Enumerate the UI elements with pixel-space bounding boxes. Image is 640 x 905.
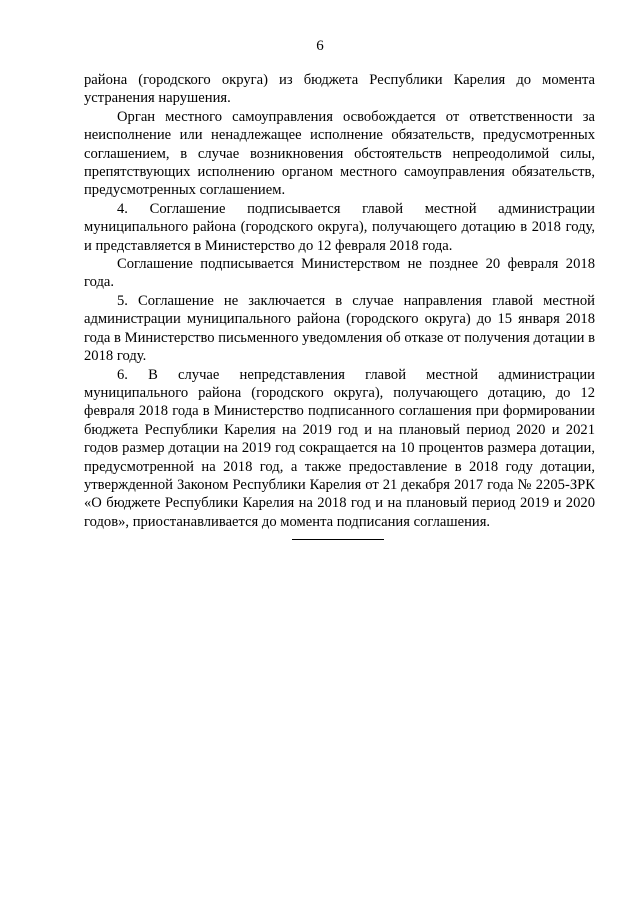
paragraph-force-majeure: Орган местного самоуправления освобождается от ответственности за неисполнение или ненадлежащее исполнение обязательств, предусмотренных соглашением, в случае возникновения обстоятельств непреодолимой силы, препятствующих исполнению органом местного самоуправления обязательств, предусмотренных соглашением.: [84, 108, 595, 199]
paragraph-item-5: 5. Соглашение не заключается в случае направления главой местной администрации муниципального района (городского округа) до 15 января 2018 года в Министерство письменного уведомления об отказе от получения дотации в 2018 году.: [84, 292, 596, 365]
page-number: 6: [316, 38, 324, 54]
paragraph-item-4: 4. Соглашение подписывается главой местной администрации муниципального района (городского округа), получающего дотацию в 2018 году, и представляется в Министерство до 12 февраля 2018 года.: [84, 200, 595, 254]
document-body: [84, 71, 595, 531]
closing-separator-line: [292, 539, 384, 540]
paragraph-item-6: 6. В случае непредставления главой местной администрации муниципального района (городского округа), получающего дотацию, до 12 февраля 2018 года в Министерство подписанного соглашения при формировании бюджета Республики Карелия на 2019 год и на плановый период 2020 и 2021 годов размер дотации на 2019 год сокращается на 10 процентов размера дотации, предусмотренной на 2018 год, а также предоставление в 2018 году дотации, утвержденной Законом Республики Карелия от 21 декабря 2017 года № 2205-ЗРК «О бюджете Республики Карелия на 2018 год и на плановый период 2019 и 2020 годов», приостанавливается до момента подписания соглашения.: [84, 366, 595, 530]
paragraph-ministry-signature: Соглашение подписывается Министерством не позднее 20 февраля 2018 года.: [84, 256, 595, 291]
paragraph-continuation: района (городского округа) из бюджета Республики Карелия до момента устранения нарушения.: [84, 72, 595, 107]
